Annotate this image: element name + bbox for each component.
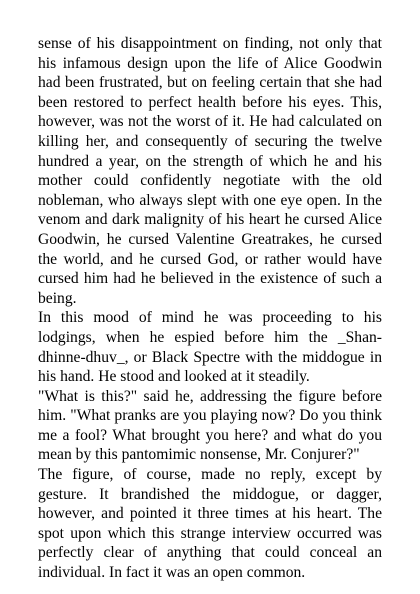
paragraph-4: The figure, of course, made no reply, except by gesture. It brandished the middogue, or dagger, however, and pointed it three times at his heart. The spot upon which this strange interview occurred was perfectly clear of anything that could conceal an individual. In fact it was an open common. <box>38 466 382 582</box>
paragraph-1: sense of his disappointment on finding, not only that his infamous design upon the life of Alice Goodwin had been frustrated, but on feeling certain that she had been restored to perfect health before his eyes. This, however, was not the worst of it. He had calculated on killing her, and consequently of securing the twelve hundred a year, on the strength of which he and his mother could confidently negotiate with the old nobleman, who always slept with one eye open. In the venom and dark malignity of his heart he cursed Alice Goodwin, he cursed Valentine Greatrakes, he cursed the world, and he cursed God, or rather would have cursed him had he believed in the existence of such a being. <box>38 35 382 307</box>
paragraph-2: In this mood of mind he was proceeding to his lodgings, when he espied before him the _Shan-dhinne-dhuv_, or Black Spectre with the middogue in his hand. He stood and looked at it steadily. <box>38 309 382 386</box>
paragraph-3: "What is this?" said he, addressing the figure before him. "What pranks are you playing now? Do you think me a fool? What brought you here? and what do you mean by this pantomimic nonsense, Mr. Conjurer?" <box>38 387 382 464</box>
page-body <box>38 34 382 583</box>
